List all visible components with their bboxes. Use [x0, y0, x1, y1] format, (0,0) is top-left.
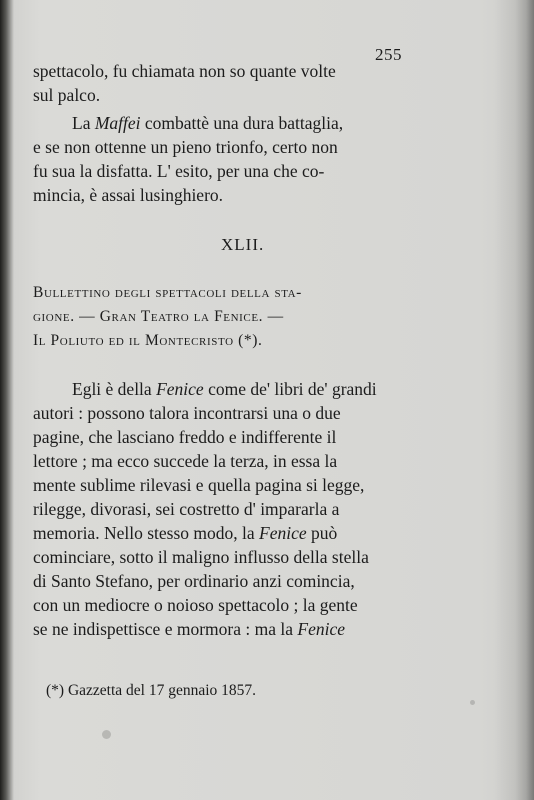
text-line: spettacolo, fu chiamata non so quante volte	[33, 61, 336, 81]
text-line: autori : possono talora incontrarsi una o due	[33, 403, 341, 423]
text-line: cominciare, sotto il maligno influsso della stella	[33, 547, 369, 567]
text-line: se ne indispettisce e mormora : ma la Fenice	[33, 619, 345, 639]
text-line: e se non ottenne un pieno trionfo, certo non	[33, 137, 338, 157]
footnote: (*) Gazzetta del 17 gennaio 1857.	[46, 682, 257, 699]
text-line: memoria. Nello stesso modo, la Fenice può	[33, 523, 338, 543]
paper-spot	[470, 700, 475, 705]
heading-line: gione. — Gran Teatro la Fenice. —	[33, 308, 284, 325]
text-line: con un mediocre o noioso spettacolo ; la gente	[33, 595, 358, 615]
text-line: La Maffei combattè una dura battaglia,	[72, 113, 344, 133]
section-number: XLII.	[221, 235, 265, 254]
text-line: lettore ; ma ecco succede la terza, in essa la	[33, 451, 338, 471]
name-maffei: Maffei	[94, 113, 141, 133]
text-line: fu sua la disfatta. L' esito, per una che co-	[33, 161, 325, 181]
text-line: sul palco.	[33, 85, 101, 105]
text-line: Egli è della Fenice come de' libri de' grandi	[72, 379, 377, 399]
heading-line: Il Poliuto ed il Montecristo (*).	[33, 332, 263, 349]
paper-spot	[60, 460, 64, 464]
page-number: 255	[375, 45, 402, 64]
paper-spot	[102, 730, 111, 739]
text-line: pagine, che lasciano freddo e indifferente il	[33, 427, 337, 447]
heading-line: Bullettino degli spettacoli della sta-	[33, 284, 302, 301]
text-line: di Santo Stefano, per ordinario anzi comincia,	[33, 571, 355, 591]
text-line: mincia, è assai lusinghiero.	[33, 185, 224, 205]
text-line: mente sublime rilevasi e quella pagina si legge,	[33, 475, 365, 495]
page-edge-shadow	[494, 0, 534, 800]
text-line: rilegge, divorasi, sei costretto d' impararla a	[33, 499, 340, 519]
